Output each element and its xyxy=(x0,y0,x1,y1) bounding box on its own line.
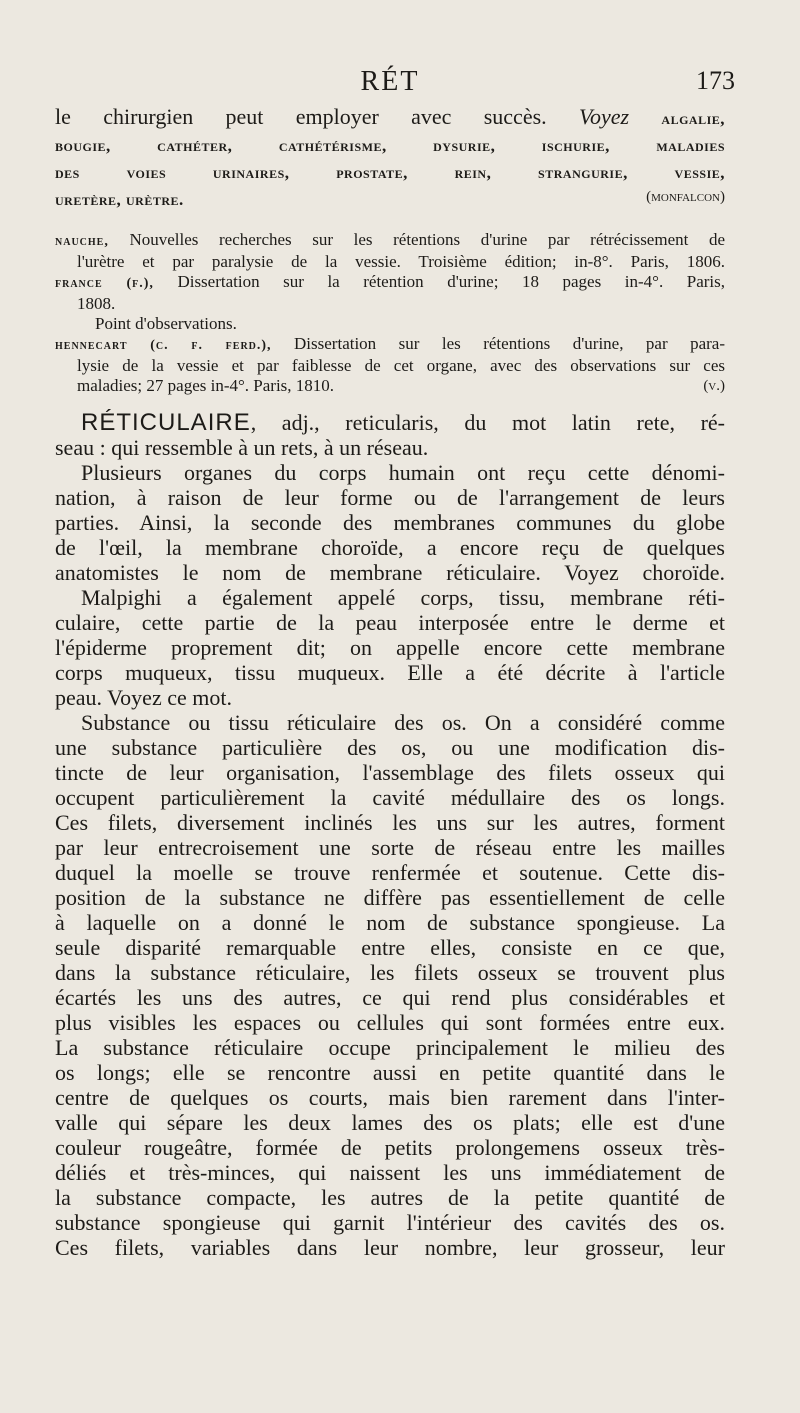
text-line: Ces filets, variables dans leur nombre, leur grosseur, leur xyxy=(55,1235,725,1260)
text-line: nation, à raison de leur forme ou de l'arrangement de leurs xyxy=(55,485,725,510)
text-line: dans la substance réticulaire, les filets osseux se trouvent plus xyxy=(55,960,725,985)
definition-line: seau : qui ressemble à un rets, à un réseau. xyxy=(55,435,429,460)
text-line: Plusieurs organes du corps humain ont reçu cette dénomi- xyxy=(81,460,725,485)
text-line: os longs; elle se rencontre aussi en petite quantité dans le xyxy=(55,1060,725,1085)
bib-text: Dissertation sur les rétentions d'urine, par para- xyxy=(294,334,726,353)
bib-author: nauche, xyxy=(55,234,109,249)
text-line: anatomistes le nom de membrane réticulaire. Voyez choroïde. xyxy=(55,560,725,585)
running-title: RÉT xyxy=(360,66,420,97)
text-line: écartés les uns des autres, ce qui rend plus considérables et xyxy=(55,985,725,1010)
text-line: corps muqueux, tissu muqueux. Elle a été décrite à l'article xyxy=(55,660,725,685)
text-line: à laquelle on a donné le nom de substance spongieuse. La xyxy=(55,910,725,935)
text-line: Substance ou tissu réticulaire des os. On a considéré comme xyxy=(81,710,725,735)
page-number: 173 xyxy=(696,66,735,95)
bib-text: Dissertation sur la rétention d'urine; 18 pages in-4°. Paris, xyxy=(177,272,725,291)
text-line: la substance compacte, les autres de la petite quantité de xyxy=(55,1185,725,1210)
text-line: par leur entrecroisement une sorte de réseau entre les mailles xyxy=(55,835,725,860)
continuation-paragraph xyxy=(55,104,725,212)
entry-paragraph-1 xyxy=(55,460,725,585)
entry-paragraph-3 xyxy=(55,710,725,1260)
bib-text: l'urètre et par paralysie de la vessie. Troisième édition; in-8°. Paris, 1806. xyxy=(77,252,725,271)
bib-text: Nouvelles recherches sur les rétentions d'urine par rétrécissement de xyxy=(129,230,725,249)
text-line: parties. Ainsi, la seconde des membranes communes du globe xyxy=(55,510,725,535)
text-line: peau. Voyez ce mot. xyxy=(55,685,232,710)
text-line: plus visibles les espaces ou cellules qui sont formées entre eux. xyxy=(55,1010,725,1035)
continuation-text: le chirurgien peut employer avec succès. xyxy=(55,104,547,129)
dictionary-entry xyxy=(55,410,725,1260)
bib-text: Point d'observations. xyxy=(95,314,237,333)
bib-text: maladies; 27 pages in-4°. Paris, 1810. xyxy=(77,376,335,395)
text-line: l'épiderme proprement dit; on appelle encore cette membrane xyxy=(55,635,725,660)
text-line: Malpighi a également appelé corps, tissu, membrane réti- xyxy=(81,585,725,610)
text-line: La substance réticulaire occupe principalement le milieu des xyxy=(55,1035,725,1060)
cross-ref-4: uretère, urètre. xyxy=(55,190,184,209)
cross-ref-1: algalie, xyxy=(661,109,726,128)
voyez-label: Voyez xyxy=(578,104,630,129)
author-signature: (monfalcon) xyxy=(646,189,725,205)
bibliography xyxy=(55,230,725,396)
bib-text: lysie de la vessie et par faiblesse de cet organe, avec des observations sur ces xyxy=(77,356,725,375)
bib-signature: (v.) xyxy=(703,378,725,394)
bib-note xyxy=(55,314,725,334)
text-line: de l'œil, la membrane choroïde, a encore reçu de quelques xyxy=(55,535,725,560)
definition-line: , adj., reticularis, du mot latin rete, ré- xyxy=(250,410,725,435)
text-line: couleur rougeâtre, formée de petits prolongemens osseux très- xyxy=(55,1135,725,1160)
page-header xyxy=(55,66,735,102)
bib-text: 1808. xyxy=(77,294,116,313)
bib-author: hennecart (c. f. ferd.), xyxy=(55,338,272,353)
entry-headword: RÉTICULAIRE xyxy=(81,409,251,436)
text-line: culaire, cette partie de la peau interposée entre le derme et xyxy=(55,610,725,635)
bib-author: france (f.), xyxy=(55,276,154,291)
text-line: duquel la moelle se trouve renfermée et soutenue. Cette dis- xyxy=(55,860,725,885)
text-line: centre de quelques os courts, mais bien rarement dans l'inter- xyxy=(55,1085,725,1110)
page-body xyxy=(55,104,725,1260)
text-line: déliés et très-minces, qui naissent les uns immédiatement de xyxy=(55,1160,725,1185)
text-line: tincte de leur organisation, l'assemblage des filets osseux qui xyxy=(55,760,725,785)
bib-entry xyxy=(55,334,725,396)
cross-ref-3: des voies urinaires, prostate, rein, strangurie, vessie, xyxy=(55,163,725,182)
text-line: une substance particulière des os, ou une modification dis- xyxy=(55,735,725,760)
text-line: valle qui sépare les deux lames des os plats; elle est d'une xyxy=(55,1110,725,1135)
text-line: substance spongieuse qui garnit l'intérieur des cavités des os. xyxy=(55,1210,725,1235)
entry-paragraph-2 xyxy=(55,585,725,710)
text-line: position de la substance ne diffère pas essentiellement de celle xyxy=(55,885,725,910)
text-line: Ces filets, diversement inclinés les uns sur les autres, forment xyxy=(55,810,725,835)
bib-entry xyxy=(55,272,725,314)
cross-ref-2: bougie, cathéter, cathétérisme, dysurie, ischurie, maladies xyxy=(55,136,725,155)
text-line: occupent particulièrement la cavité médullaire des os longs. xyxy=(55,785,725,810)
entry-definition xyxy=(55,410,725,460)
bib-entry xyxy=(55,230,725,272)
text-line: seule disparité remarquable entre elles, consiste en ce que, xyxy=(55,935,725,960)
